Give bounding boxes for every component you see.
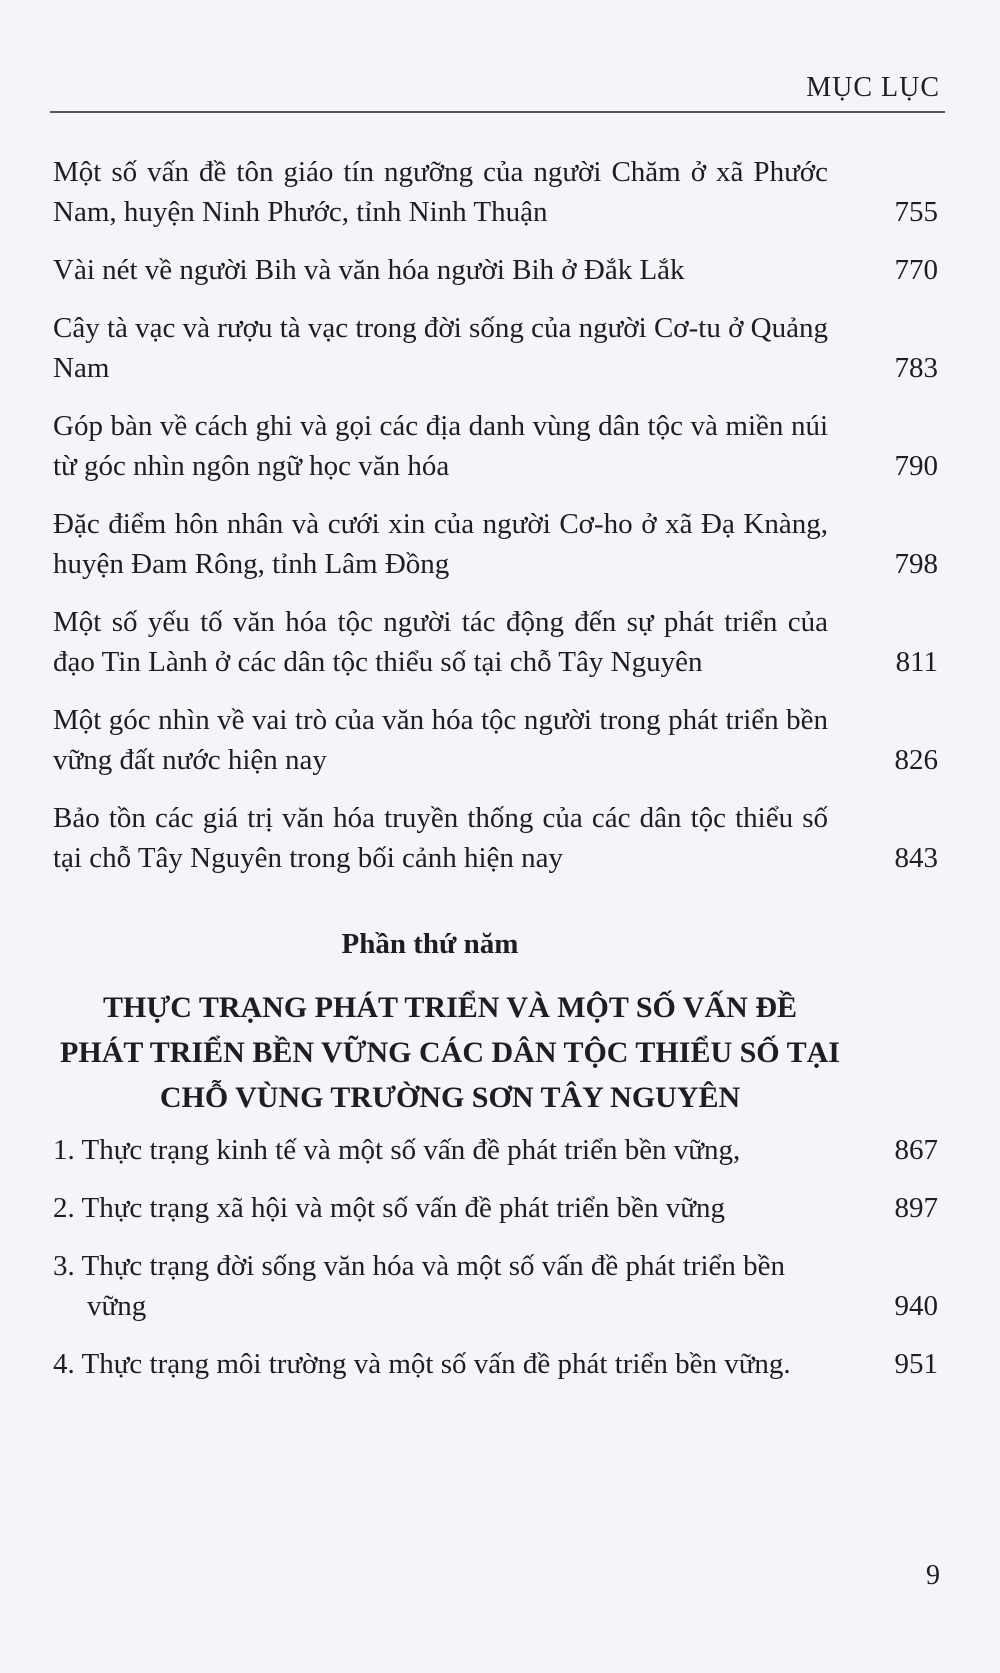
toc-entry-title: Góp bàn về cách ghi và gọi các địa danh vùng dân tộc và miền núi từ góc nhìn ngôn ngữ học văn hóa — [53, 410, 828, 482]
toc-entry — [53, 1344, 938, 1384]
part-heading: THỰC TRẠNG PHÁT TRIỂN VÀ MỘT SỐ VẤN ĐỀ PHÁT TRIỂN BỀN VỮNG CÁC DÂN TỘC THIỂU SỐ TẠI CHỖ VÙNG TRƯỜNG SƠN TÂY NGUYÊN — [60, 991, 840, 1114]
header-divider — [50, 111, 945, 113]
toc-entry-page: 951 — [894, 1348, 938, 1380]
toc-entry — [53, 406, 938, 486]
toc-entry — [53, 504, 938, 584]
toc-entry-page: 755 — [894, 196, 938, 228]
toc-entry-page: 811 — [895, 646, 938, 678]
toc-entry-title: Đặc điểm hôn nhân và cưới xin của người Cơ-ho ở xã Đạ Knàng, huyện Đam Rông, tỉnh Lâm Đồng — [53, 508, 828, 580]
toc-entry — [53, 1130, 938, 1170]
toc-entry-page: 798 — [894, 548, 938, 580]
toc-entry — [53, 602, 938, 682]
toc-entry-title: Một số yếu tố văn hóa tộc người tác động đến sự phát triển của đạo Tin Lành ở các dân tộc thiểu số tại chỗ Tây Nguyên — [53, 606, 828, 678]
toc-entry-page: 783 — [894, 352, 938, 384]
toc-entry-title: 2. Thực trạng xã hội và một số vấn đề phát triển bền vững — [53, 1192, 725, 1224]
toc-entry-title: 4. Thực trạng môi trường và một số vấn đề phát triển bền vững. — [53, 1348, 791, 1380]
toc-entry — [53, 700, 938, 780]
toc-entry-page: 940 — [894, 1290, 938, 1322]
toc-entry-title: Bảo tồn các giá trị văn hóa truyền thống của các dân tộc thiểu số tại chỗ Tây Nguyên trong bối cảnh hiện nay — [53, 802, 828, 874]
table-of-contents — [53, 152, 938, 896]
toc-entry-title: Cây tà vạc và rượu tà vạc trong đời sống của người Cơ-tu ở Quảng Nam — [53, 312, 828, 384]
toc-entry-title: Một số vấn đề tôn giáo tín ngưỡng của người Chăm ở xã Phước Nam, huyện Ninh Phước, tỉnh Ninh Thuận — [53, 156, 828, 228]
toc-entry-page: 790 — [894, 450, 938, 482]
toc-entry — [53, 798, 938, 878]
running-header: MỤC LỤC — [806, 72, 940, 103]
toc-entry-page: 826 — [894, 744, 938, 776]
part-contents — [53, 1130, 938, 1402]
page-number: 9 — [926, 1560, 940, 1591]
toc-entry-page: 897 — [894, 1192, 938, 1224]
toc-entry — [53, 250, 938, 290]
toc-entry-title: Một góc nhìn về vai trò của văn hóa tộc người trong phát triển bền vững đất nước hiện nay — [53, 704, 828, 776]
toc-entry-title: Vài nét về người Bih và văn hóa người Bih ở Đắk Lắk — [53, 254, 685, 286]
toc-entry-page: 770 — [894, 254, 938, 286]
toc-entry-page: 867 — [894, 1134, 938, 1166]
toc-entry-page: 843 — [894, 842, 938, 874]
toc-entry-title: 1. Thực trạng kinh tế và một số vấn đề phát triển bền vững, — [53, 1134, 741, 1166]
toc-entry — [53, 1188, 938, 1228]
toc-entry — [53, 308, 938, 388]
toc-entry-title: 3. Thực trạng đời sống văn hóa và một số vấn đề phát triển bền vững — [53, 1250, 785, 1322]
toc-entry — [53, 1246, 938, 1326]
part-label: Phần thứ năm — [341, 928, 519, 960]
toc-entry — [53, 152, 938, 232]
